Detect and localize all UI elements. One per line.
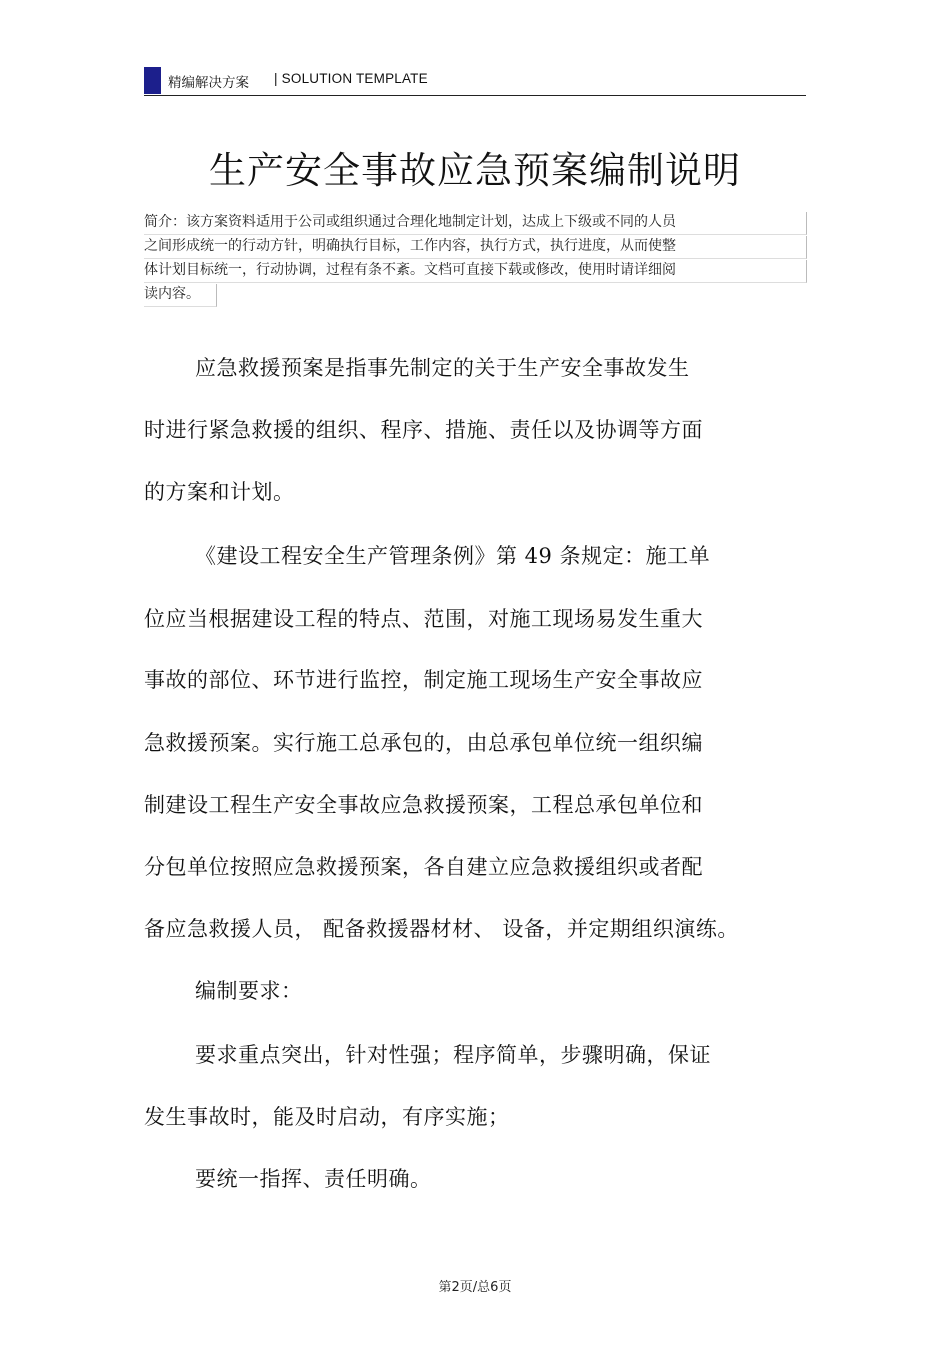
intro-line: [144, 258, 806, 282]
intro-box: [144, 210, 806, 306]
document-title: 生产安全事故应急预案编制说明: [209, 149, 741, 192]
paragraph-line: 事故的部位、环节进行监控，制定施工现场生产安全事故应: [144, 668, 703, 692]
paragraph-line: 编制要求：: [195, 979, 303, 1003]
intro-line: [144, 210, 806, 234]
page-number: 第2页/总6页: [438, 1280, 512, 1295]
paragraph-line: 发生事故时，能及时启动，有序实施；: [144, 1105, 510, 1129]
paragraph-line: 急救援预案。实行施工总承包的，由总承包单位统一组织编: [144, 731, 703, 755]
intro-line: [144, 282, 806, 306]
header-brand: 精编解决方案: [168, 75, 249, 91]
paragraph-line: 分包单位按照应急救援预案，各自建立应急救援组织或者配: [144, 855, 703, 879]
header-template-label: | SOLUTION TEMPLATE: [274, 71, 428, 86]
paragraph-line: 要统一指挥、责任明确。: [195, 1167, 432, 1191]
paragraph-line: 《建设工程安全生产管理条例》第 49 条规定：施工单: [195, 544, 711, 568]
paragraph-line: 时进行紧急救援的组织、程序、措施、责任以及协调等方面: [144, 418, 703, 442]
intro-line: [144, 234, 806, 258]
page-header: [144, 64, 806, 96]
paragraph-line: 位应当根据建设工程的特点、范围，对施工现场易发生重大: [144, 607, 703, 631]
intro-text: 之间形成统一的行动方针，明确执行目标，工作内容，执行方式，执行进度，从而使整: [144, 238, 676, 254]
paragraph-line: 应急救援预案是指事先制定的关于生产安全事故发生: [195, 356, 690, 380]
logo-icon: [144, 67, 161, 94]
paragraph-line: 的方案和计划。: [144, 480, 295, 504]
intro-text: 简介：该方案资料适用于公司或组织通过合理化地制定计划，达成上下级或不同的人员: [144, 214, 676, 230]
intro-text: 读内容。: [144, 286, 200, 302]
paragraph-line: 备应急救援人员， 配备救援器材材、 设备，并定期组织演练。: [144, 917, 739, 941]
intro-text: 体计划目标统一，行动协调，过程有条不紊。文档可直接下载或修改，使用时请详细阅: [144, 262, 676, 278]
paragraph-line: 要求重点突出，针对性强；程序简单，步骤明确，保证: [195, 1043, 711, 1067]
paragraph-line: 制建设工程生产安全事故应急救援预案，工程总承包单位和: [144, 793, 703, 817]
